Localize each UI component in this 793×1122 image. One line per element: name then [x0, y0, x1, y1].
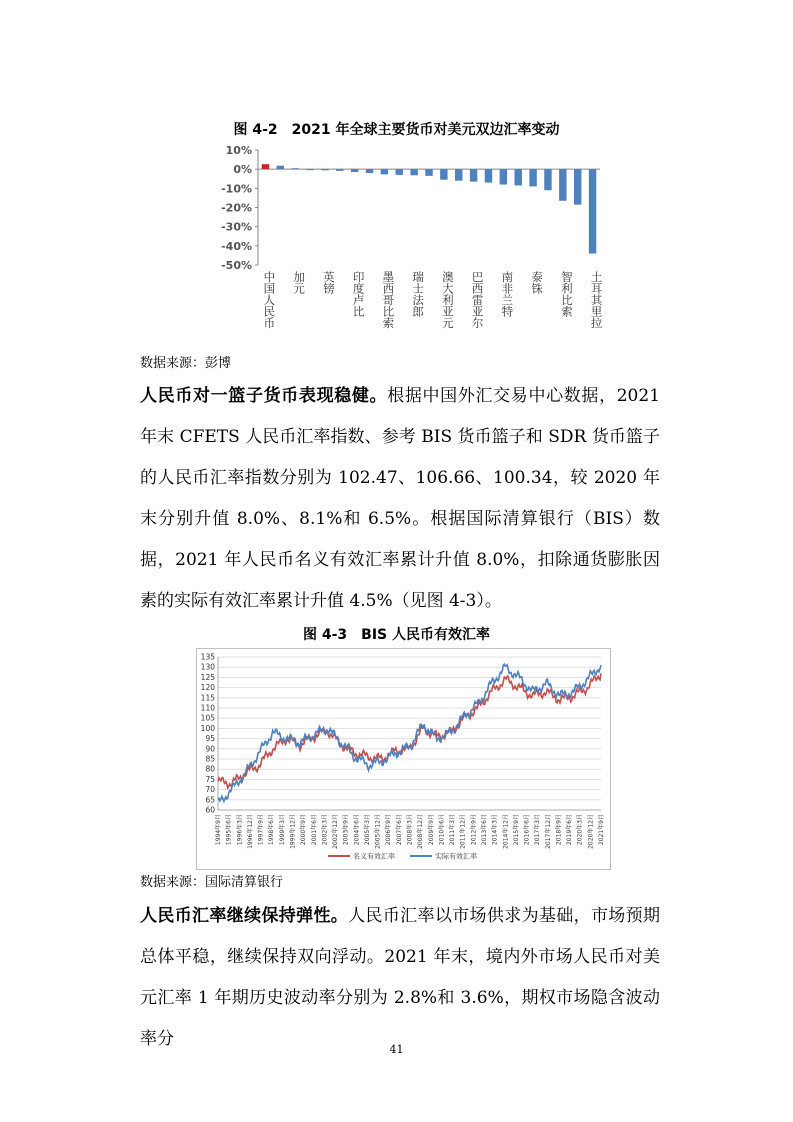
x-tick-label: 2011年3月: [449, 814, 457, 846]
bar: [500, 169, 507, 184]
y-tick-label: -40%: [221, 239, 252, 253]
x-category-label: 南非兰特: [500, 271, 515, 317]
x-tick-label: 2011年12月: [459, 814, 467, 849]
x-tick-label: 2013年6月: [480, 814, 488, 846]
x-tick-label: 1998年6月: [268, 814, 276, 846]
x-tick-label: 2020年3月: [576, 814, 584, 846]
legend-label: 名义有效汇率: [353, 852, 395, 861]
bar: [515, 169, 522, 185]
bar: [559, 169, 566, 201]
bar: [336, 169, 343, 171]
x-category-label: 巴西雷亚尔: [470, 271, 485, 329]
x-tick-label: 1999年12月: [289, 814, 297, 849]
x-tick-label: 2003年9月: [342, 814, 350, 846]
y-tick-label: 0%: [233, 163, 252, 177]
bar: [485, 169, 492, 182]
paragraph-lead: 人民币汇率继续保持弹性。: [140, 906, 349, 926]
bar: [440, 169, 447, 180]
x-tick-label: 2001年6月: [310, 814, 318, 846]
x-category-label: 智利比索: [559, 271, 574, 317]
x-tick-label: 2017年12月: [544, 814, 552, 849]
paragraph-rmb-basket: [140, 376, 660, 622]
bar: [470, 169, 477, 181]
paragraph-body: 人民币汇率以市场供求为基础，市场预期总体平稳，继续保持双向浮动。2021 年末，境内外市场人民币对美元汇率 1 年期历史波动率分别为 2.8%和 3.6%，期权市场隐含波动率分: [140, 906, 661, 1049]
y-tick-label: 90: [205, 744, 215, 754]
x-tick-label: 2005年3月: [363, 814, 371, 846]
x-tick-label: 1995年6月: [225, 814, 233, 846]
y-tick-label: 75: [205, 774, 215, 784]
x-tick-label: 2012年9月: [470, 814, 478, 846]
x-tick-label: 1999年3月: [278, 814, 286, 846]
x-category-label: 澳大利亚元: [440, 271, 455, 329]
y-tick-label: 135: [200, 652, 215, 662]
y-tick-label: 120: [200, 683, 215, 693]
bar: [366, 169, 373, 173]
x-tick-label: 2002年12月: [332, 814, 340, 849]
x-tick-label: 2008年12月: [417, 814, 425, 849]
x-category-label: 泰铢: [530, 271, 545, 294]
x-tick-label: 2020年12月: [587, 814, 595, 849]
paragraph-body: 根据中国外汇交易中心数据，2021 年末 CFETS 人民币汇率指数、参考 BIS 货币篮子和 SDR 货币篮子的人民币汇率指数分别为 102.47、106.66、100.34，较 2020 年末分别升值 8.0%、8.1%和 6.5%。根据国际清算银行（BIS）数据，2021 年人民币名义有效汇率累计升值 8.0%，扣除通货膨胀因素的实际有效汇率累计升值 4.5%（见图 4-3）。: [140, 386, 661, 611]
y-tick-label: 70: [205, 785, 215, 795]
bar: [262, 164, 269, 169]
y-tick-label: 60: [205, 805, 215, 815]
x-tick-label: 2009年9月: [427, 814, 435, 846]
bar: [277, 166, 284, 169]
y-tick-label: -50%: [221, 259, 252, 272]
figure-4-2-source: 数据来源：彭博: [140, 356, 232, 371]
x-category-label: 印度卢比: [351, 271, 366, 317]
bar-chart: [200, 142, 605, 352]
figure-4-3-title: 图 4-3 BIS 人民币有效汇率: [302, 627, 490, 643]
y-tick-label: 10%: [225, 144, 252, 157]
figure-4-3-source: 数据来源：国际清算银行: [140, 875, 284, 890]
x-category-label: 瑞士法郎: [411, 271, 426, 317]
paragraph-lead: 人民币对一篮子货币表现稳健。: [140, 386, 388, 406]
x-tick-label: 2006年9月: [385, 814, 393, 846]
x-tick-label: 2014年3月: [491, 814, 499, 846]
y-tick-label: 80: [205, 764, 215, 774]
line-chart: [196, 648, 611, 870]
paragraph-rmb-flexibility: [140, 896, 660, 1060]
bar: [381, 169, 388, 174]
bar: [529, 169, 536, 186]
bar: [425, 169, 432, 176]
x-category-label: 加元: [292, 271, 307, 294]
x-tick-label: 1996年12月: [246, 814, 254, 849]
x-tick-label: 2007年6月: [395, 814, 403, 846]
bar: [396, 169, 403, 175]
bar: [589, 169, 596, 253]
x-category-label: 墨西哥比索: [381, 271, 396, 329]
x-tick-label: 2008年3月: [406, 814, 414, 846]
x-tick-label: 2017年3月: [534, 814, 542, 846]
x-tick-label: 2019年6月: [566, 814, 574, 846]
y-tick-label: 65: [205, 795, 215, 805]
x-tick-label: 1997年9月: [257, 814, 265, 846]
x-tick-label: 2018年9月: [555, 814, 563, 846]
y-tick-label: 100: [200, 723, 215, 733]
bar: [455, 169, 462, 180]
y-tick-label: 105: [200, 713, 215, 723]
bar: [291, 168, 298, 169]
y-tick-label: 125: [200, 672, 215, 682]
x-category-label: 英镑: [321, 271, 336, 294]
bar: [574, 169, 581, 204]
y-tick-label: -20%: [221, 201, 252, 215]
bar: [351, 169, 358, 172]
x-tick-label: 2016年6月: [523, 814, 531, 846]
x-tick-label: 2010年6月: [438, 814, 446, 846]
x-tick-label: 2014年12月: [502, 814, 510, 849]
y-tick-label: 115: [200, 693, 215, 703]
bar: [321, 169, 328, 170]
page-number: 41: [389, 1043, 404, 1056]
bar: [306, 169, 313, 170]
x-tick-label: 2002年3月: [321, 814, 329, 846]
figure-4-2-title: 图 4-2 2021 年全球主要货币对美元双边汇率变动: [233, 122, 560, 138]
y-tick-label: 130: [200, 662, 215, 672]
x-tick-label: 2005年12月: [374, 814, 382, 849]
x-category-label: 中国人民币: [262, 271, 277, 329]
x-tick-label: 2021年9月: [598, 814, 605, 846]
x-tick-label: 2015年9月: [512, 814, 520, 846]
x-category-label: 土耳其里拉: [589, 271, 604, 329]
y-tick-label: -10%: [221, 182, 252, 196]
y-tick-label: -30%: [221, 220, 252, 234]
y-tick-label: 85: [205, 754, 215, 764]
y-tick-label: 95: [205, 734, 215, 744]
x-tick-label: 2004年6月: [353, 814, 361, 846]
bar: [410, 169, 417, 175]
x-tick-label: 2000年9月: [300, 814, 308, 846]
legend-label: 实际有效汇率: [435, 852, 477, 861]
x-tick-label: 1996年3月: [236, 814, 244, 846]
x-tick-label: 1994年9月: [215, 814, 222, 846]
y-tick-label: 110: [200, 703, 215, 713]
bar: [544, 169, 551, 190]
